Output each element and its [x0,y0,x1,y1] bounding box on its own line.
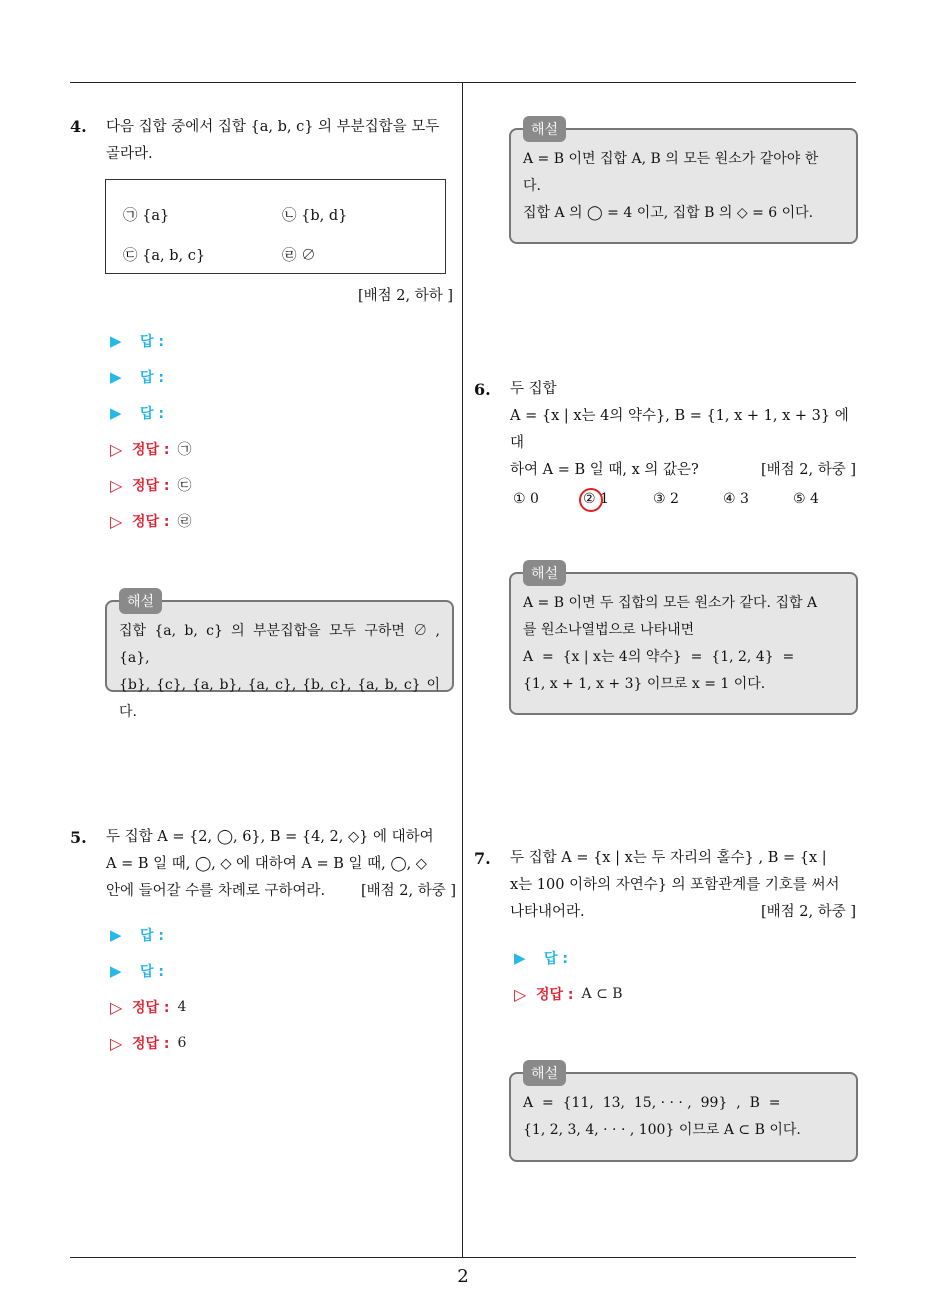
filled-triangle-icon: ▶ [514,949,526,967]
q7-text-line2: x는 100 이하의 자연수} 의 포함관계를 기호를 써서 [510,877,840,893]
q4-correct-row-2 [110,475,192,495]
open-triangle-icon: ▷ [110,511,123,531]
open-triangle-icon: ▷ [110,997,123,1017]
q4-option-3: ㉢ {a, b, c} [123,248,206,264]
q4-answer-row-2[interactable] [110,367,164,387]
q5-expl-line2: 다. [523,178,541,194]
selected-choice-circle [579,488,603,512]
q4-explanation [105,594,454,720]
q6-explanation [509,566,858,715]
q5-question [106,824,456,905]
q4-text-line2: 골라라. [106,146,153,162]
q4-score: [배점 2, 하하 ] [357,288,453,304]
q6-text-line3: 하여 A = B 일 때, x 의 값은? [510,462,699,478]
filled-triangle-icon: ▶ [110,368,122,386]
q5-correct-row-2 [110,1033,186,1053]
q6-choice-3[interactable]: ③ 2 [653,491,679,507]
q5-correct-row-1 [110,997,186,1017]
q7-expl-line2: {1, 2, 3, 4, · · · , 100} 이므로 A ⊂ B 이다. [523,1122,801,1138]
q7-correct-row [514,984,623,1004]
top-rule [70,82,856,83]
open-triangle-icon: ▷ [110,475,123,495]
q6-question [510,376,856,484]
q5-text-line1: 두 집합 A = {2, ◯, 6}, B = {4, 2, ◇} 에 대하여 [106,829,434,845]
q6-choice-1[interactable]: ① 0 [513,491,539,507]
q4-expl-line1: 집합 {a, b, c} 의 부분집합을 모두 구하면 ∅ , {a}, [119,623,440,666]
bottom-rule [70,1257,856,1258]
q6-score: [배점 2, 하중 ] [760,462,856,478]
q7-number: 7. [474,849,491,868]
explanation-tag: 해설 [523,116,566,142]
correct-label: 정답 : [132,514,170,530]
q6-expl-line3: A = {x | x는 4의 약수} = {1, 2, 4} = [523,649,795,665]
q4-option-2: ㉡ {b, d} [282,208,348,224]
q6-choice-2[interactable]: ② 1 [583,491,609,507]
answer-label: 답 : [140,406,164,422]
q5-text-line3: 안에 들어갈 수를 차례로 구하여라. [106,883,326,899]
correct-value: ㉠ [177,442,192,458]
q6-expl-line2: 를 원소나열법으로 나타내면 [523,622,695,638]
column-divider [462,82,463,1257]
q4-number: 4. [70,117,87,136]
correct-value: 4 [177,999,187,1015]
answer-label: 답 : [140,964,164,980]
open-triangle-icon: ▷ [110,439,123,459]
q5-answer-row-1[interactable] [110,925,164,945]
q5-explanation [509,122,858,244]
correct-label: 정답 : [132,442,170,458]
q4-text-line1: 다음 집합 중에서 집합 {a, b, c} 의 부분집합을 모두 [106,119,440,135]
q4-correct-row-1 [110,439,192,459]
explanation-tag: 해설 [523,1060,566,1086]
q7-answer-row[interactable] [514,948,568,968]
filled-triangle-icon: ▶ [110,926,122,944]
q6-number: 6. [474,380,491,399]
answer-label: 답 : [544,951,568,967]
q5-number: 5. [70,828,87,847]
q6-choice-4[interactable]: ④ 3 [723,491,749,507]
q7-text-line3: 나타내어라. [510,904,585,920]
q7-expl-line1: A = {11, 13, 15, · · · , 99} , B = [523,1095,781,1111]
q5-expl-line3: 집합 A 의 ◯ = 4 이고, 집합 B 의 ◇ = 6 이다. [523,205,814,221]
correct-value: A ⊂ B [581,986,623,1002]
correct-label: 정답 : [132,1036,170,1052]
q6-choice-5[interactable]: ⑤ 4 [793,491,819,507]
explanation-tag: 해설 [119,588,162,614]
correct-value: 6 [177,1035,187,1051]
q4-expl-line2: {b}, {c}, {a, b}, {a, c}, {b, c}, {a, b, c} 이다. [119,677,440,720]
correct-value: ㉢ [177,478,192,494]
explanation-tag: 해설 [523,560,566,586]
open-triangle-icon: ▷ [514,984,527,1004]
q7-score: [배점 2, 하중 ] [760,904,856,920]
q6-expl-line4: {1, x + 1, x + 3} 이므로 x = 1 이다. [523,676,766,692]
correct-label: 정답 : [536,987,574,1003]
open-triangle-icon: ▷ [110,1033,123,1053]
filled-triangle-icon: ▶ [110,962,122,980]
answer-label: 답 : [140,928,164,944]
correct-label: 정답 : [132,1000,170,1016]
q6-text-line2: A = {x | x는 4의 약수}, B = {1, x + 1, x + 3} 에 대 [510,408,849,451]
q4-option-1: ㉠ {a} [123,208,170,224]
q5-text-line2: A = B 일 때, ◯, ◇ 에 대하여 A = B 일 때, ◯, ◇ [106,856,427,872]
q5-score: [배점 2, 하중 ] [360,883,456,899]
answer-label: 답 : [140,370,164,386]
page-number: 2 [457,1266,469,1287]
q7-explanation [509,1066,858,1162]
q4-correct-row-3 [110,511,192,531]
filled-triangle-icon: ▶ [110,404,122,422]
q4-answer-row-3[interactable] [110,403,164,423]
filled-triangle-icon: ▶ [110,332,122,350]
q4-question [106,114,456,168]
q7-text-line1: 두 집합 A = {x | x는 두 자리의 홀수} , B = {x | [510,850,827,866]
q4-options-box [105,179,446,274]
q5-answer-row-2[interactable] [110,961,164,981]
q5-expl-line1: A = B 이면 집합 A, B 의 모든 원소가 같아야 한 [523,151,819,167]
q6-text-line1: 두 집합 [510,381,557,397]
q4-option-4: ㉣ ∅ [282,248,316,264]
correct-label: 정답 : [132,478,170,494]
answer-label: 답 : [140,334,164,350]
q7-question [510,845,856,926]
correct-value: ㉣ [177,514,192,530]
q6-expl-line1: A = B 이면 두 집합의 모든 원소가 같다. 집합 A [523,595,818,611]
q4-answer-row-1[interactable] [110,331,164,351]
